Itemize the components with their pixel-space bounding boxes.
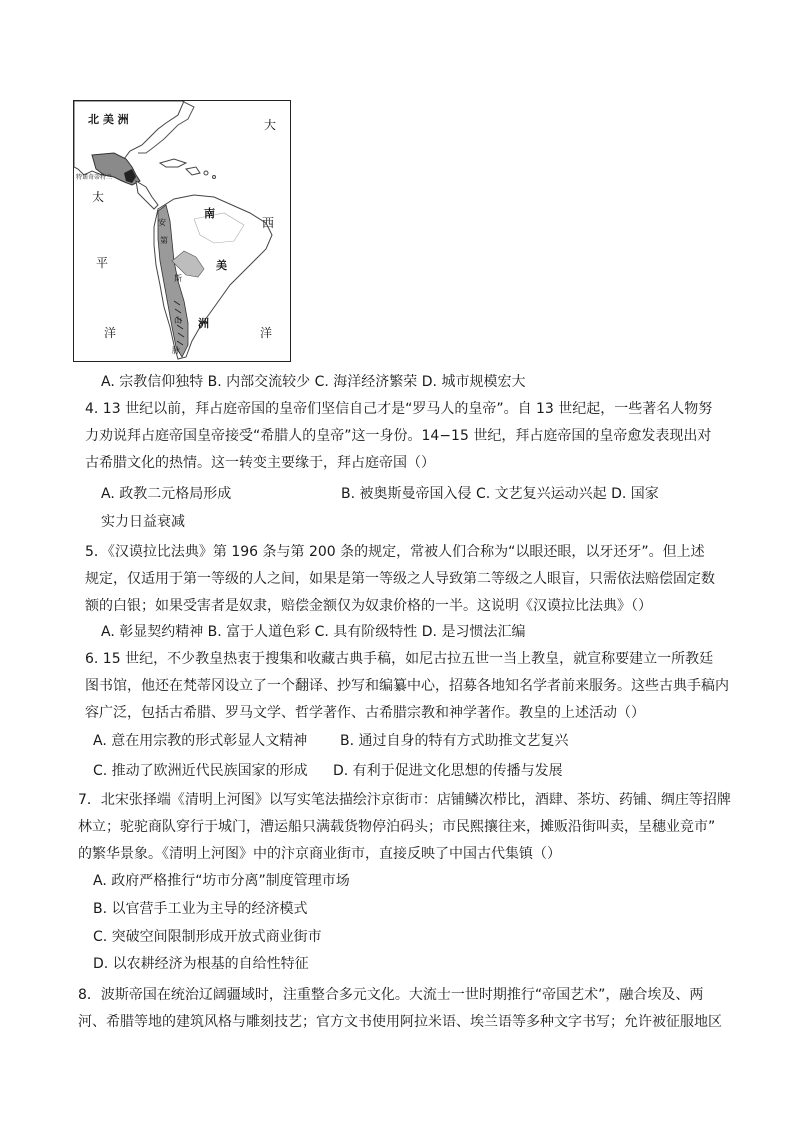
q6-stem-line1: 6. 15 世纪，不少教皇热衷于搜集和收藏古典手稿，如尼古拉五世一当上教皇，就宣称要建立一所教廷 <box>85 651 714 667</box>
q6-stem-line2: 图书馆，他还在梵蒂冈设立了一个翻译、抄写和编纂中心，招募各地知名学者前来服务。这些古典手稿内 <box>85 678 729 694</box>
map-figure <box>73 100 291 362</box>
map-label-shan: 山 <box>174 316 182 325</box>
map-label-zhou: 洲 <box>198 317 209 330</box>
q6-option-c: C. 推动了欧洲近代民族国家的形成 <box>93 763 308 779</box>
map-label-yang-left: 洋 <box>104 326 117 340</box>
q7-stem-line1: 7．北宋张择端《清明上河图》以写实笔法描绘汴京街市：店铺鳞次栉比，酒肆、茶坊、药铺、绸庄等招牌 <box>78 792 731 808</box>
q7-stem-line3: 的繁华景象。《清明上河图》中的汴京商业街市，直接反映了中国古代集镇（） <box>78 846 561 862</box>
q8-stem-line2: 河、希腊等地的建筑风格与雕刻技艺；官方文书使用阿拉米语、埃兰语等多种文字书写；允许被征服地区 <box>78 1014 722 1030</box>
map-label-xi: 西 <box>262 216 275 230</box>
q8-stem-line1: 8．波斯帝国在统治辽阔疆域时，注重整合多元文化。大流士一世时期推行“帝国艺术”，融合埃及、两 <box>78 987 704 1003</box>
q5-stem-line2: 规定，仅适用于第一等级的人之间，如果是第一等级之人导致第二等级之人眼盲，只需依法赔偿固定数 <box>85 571 715 587</box>
map-label-north-america: 北 美 洲 <box>88 113 129 126</box>
map-label-tenochtitlan: 特诺奇蒂特兰 <box>76 174 113 181</box>
q3-options: A. 宗教信仰独特 B. 内部交流较少 C. 海洋经济繁荣 D. 城市规模宏大 <box>101 374 526 390</box>
q4-stem-line1: 4. 13 世纪以前，拜占庭帝国的皇帝们坚信自己才是“罗马人的皇帝”。自 13 世纪起，一些著名人物努 <box>85 401 713 417</box>
q5-stem-line3: 额的白银；如果受害者是奴隶，赔偿金额仅为奴隶价格的一半。这说明《汉谟拉比法典》（） <box>85 598 652 614</box>
q4-option-d-cont: 实力日益衰减 <box>101 514 185 530</box>
q6-option-d: D. 有利于促进文化思想的传播与发展 <box>333 763 563 779</box>
map-label-an: 安 <box>158 218 166 227</box>
q4-options-bcd: B. 被奥斯曼帝国入侵 C. 文艺复兴运动兴起 D. 国家 <box>341 486 659 502</box>
q7-option-c: C. 突破空间限制形成开放式商业街市 <box>93 929 322 945</box>
map-label-di: 第 <box>160 236 168 245</box>
map-label-nan: 南 <box>204 207 215 220</box>
q4-stem-line3: 古希腊文化的热情。这一转变主要缘于，拜占庭帝国（） <box>85 455 435 471</box>
q6-stem-line3: 容广泛，包括古希腊、罗马文学、哲学著作、古希腊宗教和神学著作。教皇的上述活动（） <box>85 705 645 721</box>
q5-options: A. 彰显契约精神 B. 富于人道色彩 C. 具有阶级特性 D. 是习惯法汇编 <box>101 624 526 640</box>
q7-stem-line2: 林立；驼驼商队穿行于城门，漕运船只满载货物停泊码头；市民熙攘往来，摊贩沿街叫卖，呈穗业竞市” <box>78 819 716 835</box>
q4-stem-line2: 力劝说拜占庭帝国皇帝接受“希腊人的皇帝”这一身份。14−15 世纪，拜占庭帝国的皇帝愈发表现出对 <box>85 428 712 444</box>
map-label-si: 斯 <box>174 274 182 283</box>
q6-option-b: B. 通过自身的特有方式助推文艺复兴 <box>340 733 569 749</box>
q4-option-a: A. 政教二元格局形成 <box>101 486 232 502</box>
map-label-da: 大 <box>264 118 277 132</box>
map-label-yang-right: 洋 <box>260 326 273 340</box>
map-label-mai: 脉 <box>172 346 180 355</box>
map-label-tai: 太 <box>92 190 105 204</box>
q5-stem-line1: 5．《汉谟拉比法典》第 196 条与第 200 条的规定，常被人们合称为“以眼还眼，以牙还牙”。但上述 <box>85 544 705 560</box>
americas-map <box>74 101 290 361</box>
q7-option-b: B. 以官营手工业为主导的经济模式 <box>93 901 308 917</box>
q7-option-a: A. 政府严格推行“坊市分离”制度管理市场 <box>93 873 350 889</box>
q6-option-a: A. 意在用宗教的形式彰显人文精神 <box>93 733 308 749</box>
map-label-mei: 美 <box>216 259 227 272</box>
q7-option-d: D. 以农耕经济为根基的自给性特征 <box>93 956 309 972</box>
map-label-ping: 平 <box>96 256 109 270</box>
